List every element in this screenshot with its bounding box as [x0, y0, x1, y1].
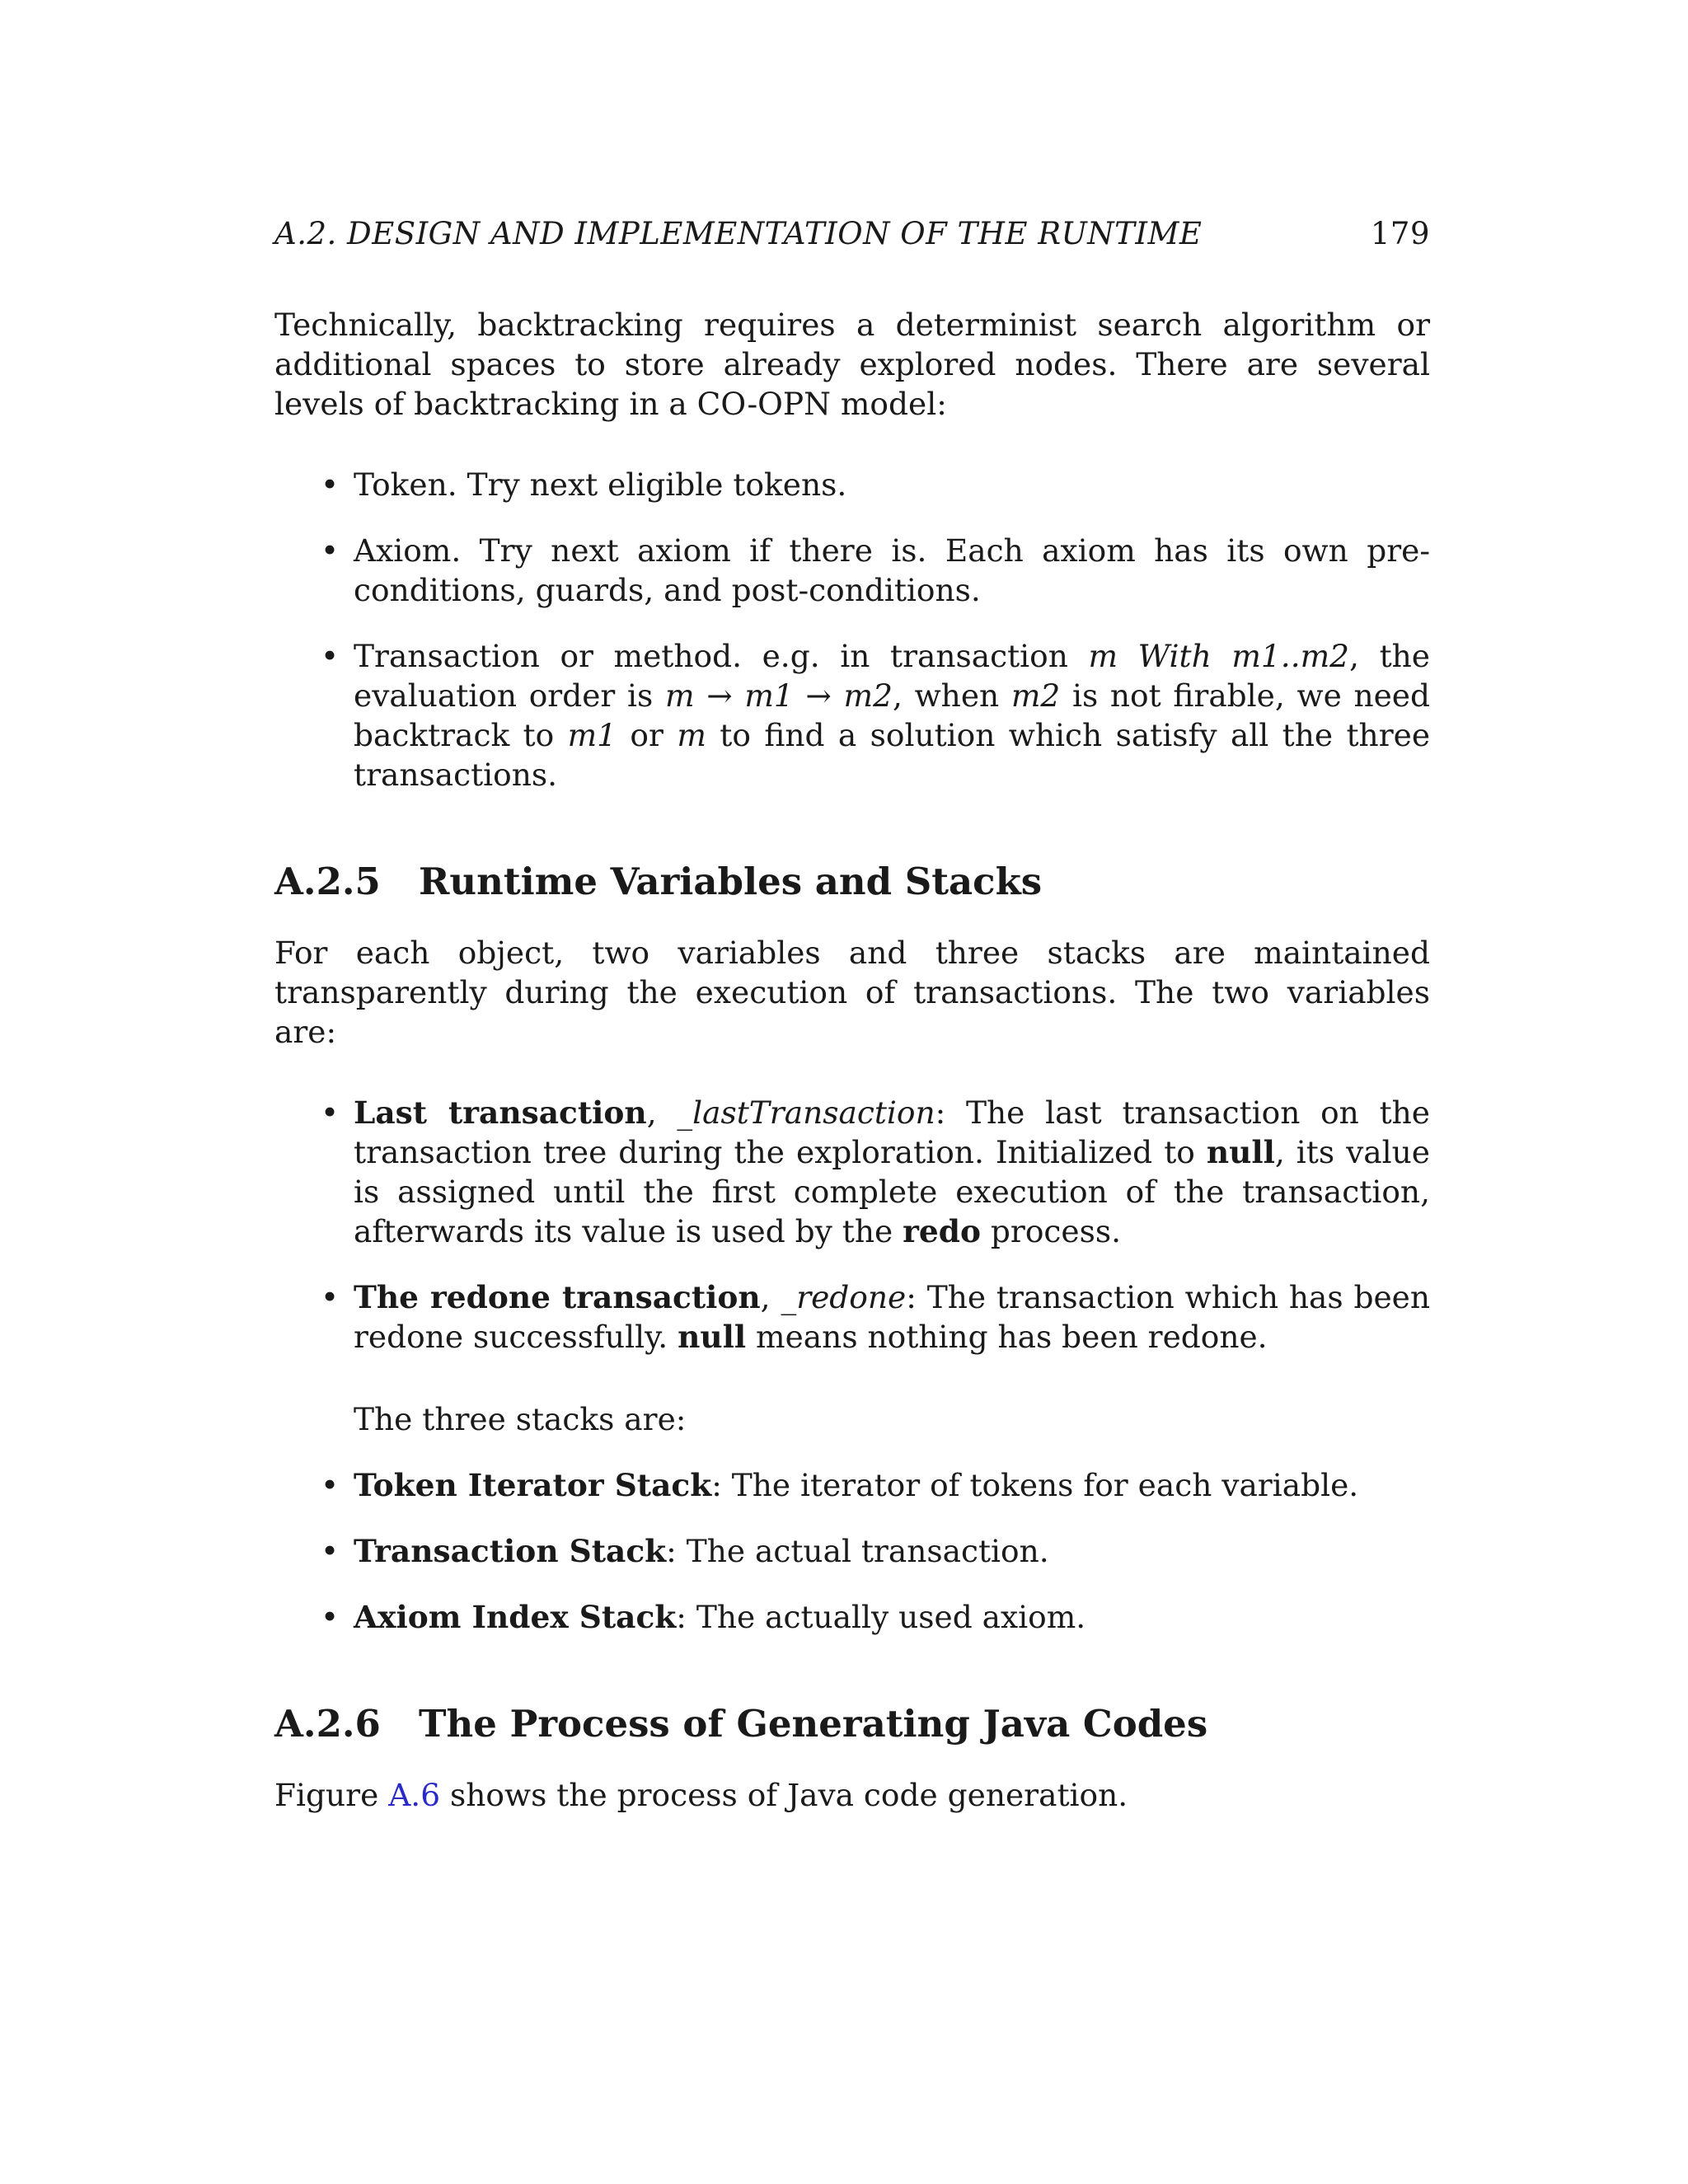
intro-paragraph: Technically, backtracking requires a determinist search algorithm or additional spaces to store already explored nodes. There are several levels of backtracking in a CO-OPN model:: [274, 307, 1430, 422]
redone-text2: means nothing has been redone.: [746, 1319, 1268, 1355]
identifier-redone: _redone: [781, 1279, 907, 1315]
keyword-redo: redo: [903, 1213, 981, 1249]
order-m2: m2: [843, 677, 893, 714]
transaction-expression: m With m1..m2: [1088, 638, 1350, 674]
axiom-stack-text: : The actually used axiom.: [676, 1599, 1086, 1635]
section-heading-a26: [274, 1701, 1430, 1747]
back-m: m: [677, 717, 706, 753]
when-m2: m2: [1010, 677, 1061, 714]
transaction-suffix: to find a solution which satisfy all the three transactions.: [354, 717, 1431, 793]
keyword-null: null: [1206, 1134, 1275, 1170]
keyword-null: null: [678, 1319, 747, 1355]
list-item-token: [274, 465, 1430, 504]
section-number: A.2.5: [274, 860, 381, 903]
token-stack-text: : The iterator of tokens for each variable.: [711, 1467, 1359, 1503]
term-token-iterator-stack: Token Iterator Stack: [354, 1467, 712, 1503]
last-text1: : The last transaction on the transaction tree during the exploration. Initialized to: [354, 1094, 1430, 1170]
section-number: A.2.6: [274, 1702, 381, 1746]
bullet-icon: •: [321, 1279, 340, 1315]
figure-text-prefix: Figure: [274, 1777, 389, 1813]
running-head-section: A.2. DESIGN AND IMPLEMENTATION OF THE RUNTIME: [274, 216, 1203, 251]
bullet-icon: •: [321, 466, 340, 503]
term-axiom-index-stack: Axiom Index Stack: [354, 1599, 677, 1635]
last-text3: process.: [980, 1213, 1122, 1249]
bullet-icon: •: [321, 1094, 340, 1131]
list-item-transaction: [274, 636, 1430, 794]
list-item-last-transaction: [274, 1093, 1430, 1251]
bullet-icon: •: [321, 638, 340, 674]
list-item-token-iterator-stack: [274, 1465, 1430, 1505]
page: [274, 206, 1430, 1815]
list-item-axiom: [274, 531, 1430, 610]
stacks-list: [274, 1465, 1430, 1637]
separator: ,: [646, 1094, 678, 1131]
redone-text1: : The transaction which has been redone successfully.: [354, 1279, 1430, 1355]
arrow-icon: →: [694, 677, 745, 714]
figure-ref-link[interactable]: A.6: [388, 1777, 441, 1813]
transaction-mid1: , the evaluation order is: [354, 638, 1430, 714]
section-a26-paragraph: [274, 1775, 1430, 1815]
term-redone-transaction: The redone transaction: [354, 1279, 761, 1315]
transaction-mid3: is not firable, we need backtrack to: [354, 677, 1430, 753]
transaction-prefix: Transaction or method. e.g. in transaction: [354, 638, 1089, 674]
bullet-icon: •: [321, 532, 340, 569]
section-a25-intro: For each object, two variables and three stacks are maintained transparently during the execution of transactions. The two variables are:: [274, 935, 1430, 1050]
backtracking-levels-list: [274, 465, 1430, 794]
section-heading-a25: [274, 859, 1430, 905]
list-item-redone: [274, 1277, 1430, 1357]
figure-text-suffix: shows the process of Java code generation.: [440, 1777, 1128, 1813]
last-text2: , its value is assigned until the first complete execution of the transaction, afterwards its value is used by the: [354, 1134, 1430, 1249]
transaction-stack-text: : The actual transaction.: [666, 1533, 1049, 1569]
identifier-last-transaction: _lastTransaction: [677, 1094, 935, 1131]
separator: ,: [760, 1279, 781, 1315]
term-transaction-stack: Transaction Stack: [354, 1533, 667, 1569]
order-m: m: [664, 677, 695, 714]
token-level-text: Token. Try next eligible tokens.: [354, 466, 847, 503]
stacks-intro: The three stacks are:: [354, 1401, 687, 1437]
axiom-level-text: Axiom. Try next axiom if there is. Each axiom has its own pre-conditions, guards, and post-conditions.: [354, 532, 1430, 608]
transaction-mid2: , when: [892, 677, 1011, 714]
section-title: Runtime Variables and Stacks: [419, 860, 1043, 903]
running-head: [274, 206, 1430, 255]
bullet-icon: •: [321, 1599, 340, 1635]
list-item-transaction-stack: [274, 1531, 1430, 1571]
bullet-icon: •: [321, 1467, 340, 1503]
arrow-icon: →: [793, 677, 844, 714]
order-m1: m1: [744, 677, 794, 714]
variables-list: [274, 1093, 1430, 1357]
term-last-transaction: Last transaction: [354, 1094, 647, 1131]
section-title: The Process of Generating Java Codes: [419, 1702, 1208, 1746]
bullet-icon: •: [321, 1533, 340, 1569]
transaction-mid4: or: [617, 717, 678, 753]
list-item-axiom-index-stack: [274, 1597, 1430, 1637]
back-m1: m1: [567, 717, 617, 753]
page-number: 179: [1370, 216, 1430, 251]
